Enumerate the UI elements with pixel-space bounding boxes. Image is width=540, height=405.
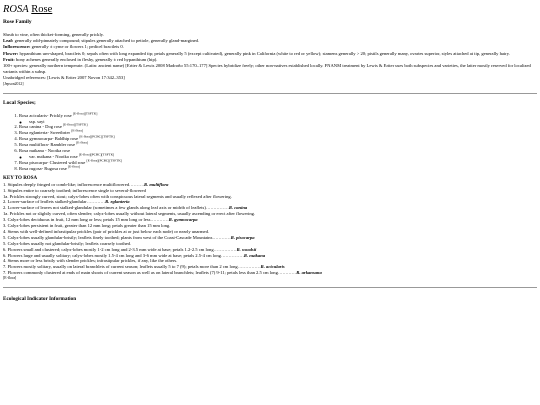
species-item: 7. Rosa pisocarpa- Clustered wild rose [E-flora][PCBC][TSFTK] <box>19 160 537 166</box>
species-refs[interactable]: [E-flora] <box>76 140 89 145</box>
fruit-text: bony achenes generally enclosed in fleshy, generally ± red hypanthium (hip). <box>15 56 158 62</box>
key-line: 6. Flowers large and usually solitary; calyx-lobes mostly 1.5-4 cm long and 3-6 mm wide at base; petals 2.5-4 cm long……………R. nutkana <box>3 252 266 258</box>
key-result: R. eglanteria <box>105 199 130 205</box>
species-refs[interactable]: [E-flora][TSFTK] <box>72 111 98 116</box>
subspecies-item: ◦ ssp. sayi <box>29 119 537 125</box>
key-line: 5. Calyx-lobes usually not glandular-bristly; leaflets coarsely toothed. <box>3 240 132 246</box>
key-line: 3. Calyx-lobes deciduous in fruit, 12 mm long or less; petals 15 mm long or less…………R. gymnocarpa <box>3 217 198 223</box>
species-item: 8. Rosa rugosa- Rugosa rose [E-flora] <box>19 166 537 172</box>
key-line: 1. Stipules deeply fringed or comb-like; inflorescence multiflowered……….R. multiflora <box>3 181 169 187</box>
inflorescence-text: generally ± cyme or flowers 1; pedicel bractlets 0. <box>31 44 124 50</box>
ecological-indicator-title: Ecological Indicator Information <box>3 296 77 303</box>
inflorescence-label: Inflorescence: <box>3 44 31 50</box>
key-line: 5. Calyx-lobes usually glandular-bristly; leaflets finely toothed; plants from west of the Coast-Cascade Mountains…………R. pisocarpa <box>3 234 255 240</box>
key-source: [E-flora] <box>3 276 17 281</box>
species-item: 3. Rosa eglanteria- Sweetbrier [E-flora] <box>19 130 537 136</box>
key-line: 1a. Prickles strongly curved, stout; calyx-lobes often with conspicuous lateral segments and usually reflexed after flowering. <box>3 193 232 199</box>
local-species-title: Local Species; <box>3 99 36 106</box>
notes-text: 100+ species: generally northern temperate. (Latin: ancient name) [Ertter & Lewis 2008 Madroño 55:170–177] Species hybridize freely; other non-natives established locally. FNANM treatment by Lewis & Ertter uses both subspecies and varieties, the latter mostly reserved for localized variants within a subsp. <box>3 63 531 75</box>
key-result: R. woodsii <box>236 246 257 252</box>
description-source: [Jepson2012] <box>3 81 24 86</box>
divider <box>3 287 537 288</box>
species-refs[interactable]: [E-flora] <box>71 128 84 133</box>
flower-text: hypanthium urn-shaped, bractlets 0; sepals often with long expanded tip; petals generally 5 (except cultivated), generally pink in California (white to red or yellow); stamens generally > 20; pistils generally many, ovaries superior, styles attached at tip, generally hairy. <box>19 50 510 56</box>
genus-description <box>3 32 537 82</box>
key-line: 1. Stipules entire to coarsely toothed; inflorescence single to several-flowered <box>3 187 146 193</box>
genus-name: ROSA <box>3 4 29 15</box>
leaf-label: Leaf: <box>3 38 14 44</box>
key-result: R. nutkana <box>243 252 266 258</box>
species-list <box>3 113 537 172</box>
species-item: 2. Rosa canina - Dog rose [E-flora][TSFTK] <box>19 124 537 130</box>
key-result: R. canina <box>228 205 248 211</box>
key-line: 4. Stems more or less bristly with slender prickles; infrastipular prickles, if any, like the others. <box>3 258 178 264</box>
key-line: 4. Stems with well-defined infrastipular prickles (pair of prickles at or just below each node) or nearly unarmed. <box>3 228 210 234</box>
species-item: 6. Rosa nutkana - Nootka rose ◦ var. nutkana - Nootka rose [E-flora][PCBC][TSFTK] <box>19 148 537 160</box>
species-item: 1. Rosa acicularis- Prickly rose [E-flora][TSFTK] ◦ ssp. sayi <box>19 113 537 125</box>
key-line: 2. Lower-surface of leaflets stalked-glandular…………R. eglanteria <box>3 199 130 205</box>
key-line: 1a. Prickles not or slightly curved, often slender; calyx-lobes usually without lateral segments, usually ascending or erect after flowering. <box>3 211 256 217</box>
species-refs[interactable]: [E-flora][PCBC][TSFTK] <box>78 152 115 157</box>
key-line: 7. Flowers commonly clustered at ends of main shoots of current season as well as on lateral branchlets; leaflets (7) 9-11; petals less than 2.5 cm long…………R. arkansana <box>3 270 322 276</box>
key-result: R. gymnocarpa <box>168 217 198 223</box>
species-item: 4. Rosa gymnocarpa- Baldhip rose [E-flora][PCBC][TSFTK] <box>19 136 537 142</box>
habit-text: Shrub to vine, often thicket-forming, generally prickly. <box>3 32 104 37</box>
species-refs[interactable]: [E-flora][PCBC][TSFTK] <box>86 158 122 163</box>
flower-label: Flower: <box>3 50 19 56</box>
species-item: 5. Rosa multiflora- Rambler rose [E-flora] <box>19 142 537 148</box>
key-title: KEY TO ROSA <box>3 175 38 181</box>
key-line: 7. Flowers mostly solitary, usually on lateral branchlets of current season; leaflets usually 5 to 7 (9); petals more than 2 cm long……………R. acicularis <box>3 264 285 270</box>
fruit-label: Fruit: <box>3 56 15 62</box>
key-line: 3. Calyx-lobes persistent in fruit, greater than 12 mm long; petals greater than 15 mm long. <box>3 223 171 229</box>
subspecies-item: ◦ var. nutkana - Nootka rose [E-flora][PCBC][TSFTK] <box>29 154 537 160</box>
leaf-text: generally odd-pinnately compound; stipules generally attached to petiole, generally gland-margined. <box>14 38 200 44</box>
unabridged-references: Unabridged references: [Lewis & Ertter 2007 Novon 17:342–353] <box>3 75 125 81</box>
divider <box>3 93 537 94</box>
key-to-rosa <box>3 182 537 277</box>
genus-heading <box>3 3 537 16</box>
key-line: 6. Flowers small and clustered; calyx-lobes mostly 1-2 cm long and 2-3.5 mm wide at base; petals 1.2-2.5 cm long……………R. woodsii <box>3 246 257 252</box>
family-name: Rose Family <box>3 19 32 25</box>
key-result: R. arkansana <box>296 270 322 276</box>
key-line: 2. Lower-surface of leaves not stalked-glandular (sometimes a few glands along leaf axis or midrib of leaflets)……………R. canina <box>3 205 248 211</box>
key-result: R. pisocarpa <box>230 234 255 240</box>
species-refs[interactable]: [E-flora] <box>68 164 80 169</box>
species-refs[interactable]: [E-flora][PCBC][TSFTK] <box>79 134 115 139</box>
species-refs[interactable]: [E-flora][TSFTK] <box>63 122 88 127</box>
key-result: R. multiflora <box>143 181 169 187</box>
genus-common-name-link[interactable]: Rose <box>31 4 53 15</box>
key-result: R. acicularis <box>260 264 285 270</box>
